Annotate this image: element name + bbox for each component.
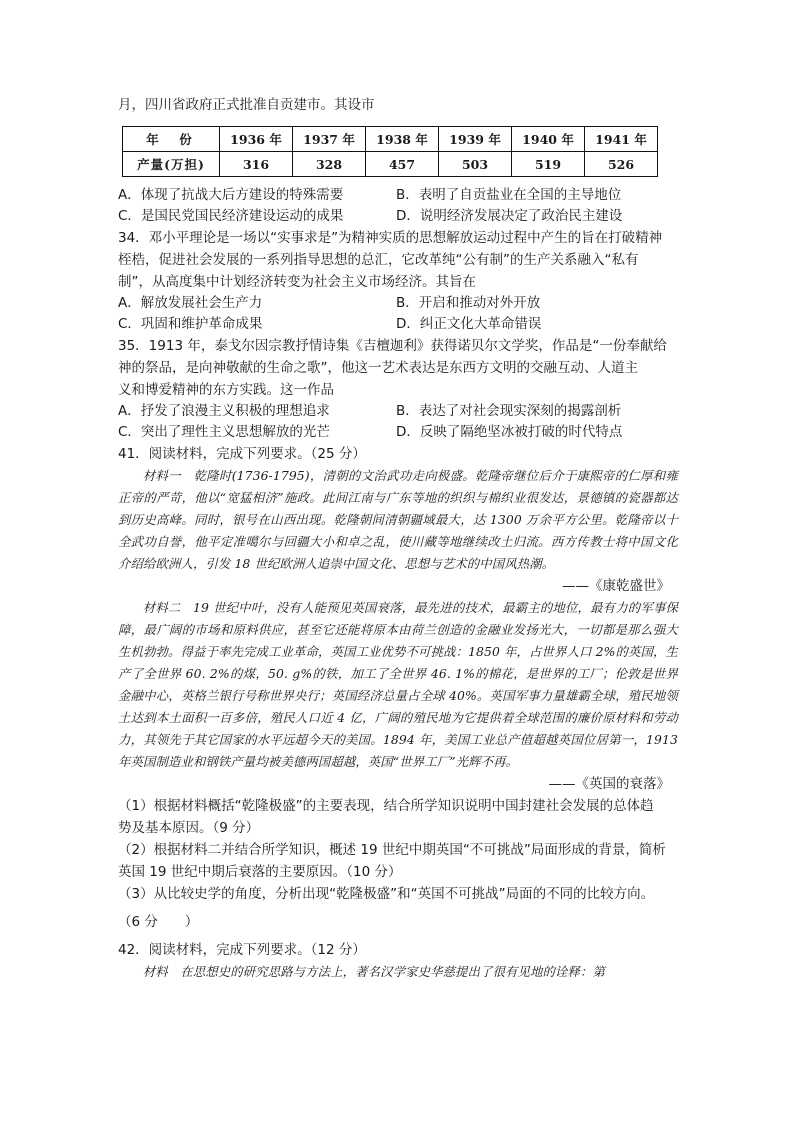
option-c: C．突出了理性主义思想解放的光芒 xyxy=(118,424,330,440)
q35-stem-line: 义和博爱精神的东方实践。这一作品 xyxy=(118,382,334,398)
value-cell: 526 xyxy=(585,152,658,177)
year-cell: 1940 年 xyxy=(512,127,585,152)
material-two xyxy=(118,597,678,773)
q42-title: 42．阅读材料，完成下列要求。（12 分） xyxy=(118,942,366,958)
salt-production-table xyxy=(122,126,658,177)
material-two-text: 材料二 19 世纪中叶，没有人能预见英国衰落，最先进的技术，最霸主的地位，最有力的军事保障，最广阔的市场和原料供应，甚至它还能将原本由荷兰创造的金融业发扬光大，一切都是那么强大生机勃勃。得益于率先完成工业革命，英国工业优势不可挑战：1850 年，占世界人口 2%的英国，生产了全世界 60. 2%的煤，50. g%的铁，加工了全世界 46. 1%的棉花，是世界的工厂；伦敦是世界金融中心，英格兰银行号称世界央行；英国经济总量占全球 40%。英国军事力量雄霸全球，殖民地领土达到本土面积一百多倍，殖民人口近 4 亿，广阔的殖民地为它提供着全球范围的廉价原材料和劳动力，其领先于其它国家的水平远超今天的美国。1894 年，美国工业总产值超越英国位居第一，1913 年英国制造业和钢铁产量均被美德两国超越，英国“世界工厂”光辉不再。 xyxy=(118,600,678,769)
year-cell: 1939 年 xyxy=(439,127,512,152)
header-label: 年 份 xyxy=(123,127,220,152)
option-d: D．反映了隔绝坚冰被打破的时代特点 xyxy=(396,424,623,440)
q34-options-row1 xyxy=(118,293,678,314)
option-b: B．表明了自贡盐业在全国的主导地位 xyxy=(396,187,622,203)
option-d: D．说明经济发展决定了政治民主建设 xyxy=(396,208,623,224)
q41-title: 41．阅读材料，完成下列要求。（25 分） xyxy=(118,446,366,462)
material-two-source: ——《英国的衰落》 xyxy=(548,776,670,792)
exam-page xyxy=(118,94,678,983)
option-b: B．表达了对社会现实深刻的揭露剖析 xyxy=(396,403,622,419)
q34-stem-line: 制”，从高度集中计划经济转变为社会主义市场经济。其旨在 xyxy=(118,274,476,290)
requirement-1-cont: 势及基本原因。（9 分） xyxy=(118,820,260,836)
requirement-2: （2）根据材料二并结合所学知识，概述 19 世纪中期英国“不可挑战”局面形成的背景，简析 xyxy=(118,842,666,858)
option-a: A．体现了抗战大后方建设的特殊需要 xyxy=(118,187,344,203)
option-d: D．纠正文化大革命错误 xyxy=(396,316,542,332)
option-b: B．开启和推动对外开放 xyxy=(396,295,541,311)
requirement-3-score: （6 分 ） xyxy=(118,914,199,930)
requirement-3: （3）从比较史学的角度，分析出现“乾隆极盛”和“英国不可挑战”局面的不同的比较方向。 xyxy=(118,886,655,902)
material-one-text: 材料一 乾隆时(1736-1795)，清朝的文治武功走向极盛。乾隆帝继位后介于康熙帝的仁厚和雍正帝的严苛，他以“宽猛相济”施政。此间江南与广东等地的织织与棉织业很发达，景德镇的瓷器都达到历史高峰。同时，银号在山西出现。乾隆朝间清朝疆域最大，达 1300 万余平方公里。乾隆帝以十全武功自誉，他平定准噶尔与回疆大小和卓之乱，使川藏等地继续改土归流。西方传教士将中国文化介绍给欧洲人，引发 18 世纪欧洲人追崇中国文化、思想与艺术的中国风热潮。 xyxy=(118,468,678,571)
value-cell: 316 xyxy=(220,152,293,177)
year-cell: 1941 年 xyxy=(585,127,658,152)
option-a: A．解放发展社会生产力 xyxy=(118,295,263,311)
q35-options-row2 xyxy=(118,422,678,443)
year-cell: 1937 年 xyxy=(293,127,366,152)
q35-options-row1 xyxy=(118,401,678,422)
q35-stem-line: 神的祭品，是向神敬献的生命之歌”，他这一艺术表达是东西方文明的交融互动、人道主 xyxy=(118,360,638,376)
option-c: C．巩固和维护革命成果 xyxy=(118,316,263,332)
q34-stem-line: 桎梏，促进社会发展的一系列指导思想的总汇，它改革纯“公有制”的生产关系融入“私有 xyxy=(118,252,639,268)
value-cell: 457 xyxy=(366,152,439,177)
option-c: C．是国民党国民经济建设运动的成果 xyxy=(118,208,344,224)
table-row xyxy=(123,127,658,152)
q35-stem-line: 35．1913 年，泰戈尔因宗教抒情诗集《吉檀迦利》获得诺贝尔文学奖，作品是“一份奉献给 xyxy=(118,338,667,354)
requirement-1: （1）根据材料概括“乾隆极盛”的主要表现，结合所学知识说明中国封建社会发展的总体趋 xyxy=(118,798,654,814)
q34-options-row2 xyxy=(118,314,678,335)
value-cell: 328 xyxy=(293,152,366,177)
year-cell: 1938 年 xyxy=(366,127,439,152)
q34-stem-line: 34．邓小平理论是一场以“实事求是”为精神实质的思想解放运动过程中产生的旨在打破精神 xyxy=(118,230,663,246)
option-a: A．抒发了浪漫主义积极的理想追求 xyxy=(118,403,330,419)
intro-line: 月，四川省政府正式批准自贡建市。其设市 xyxy=(118,97,375,113)
q33-options-row1 xyxy=(118,185,678,206)
value-cell: 519 xyxy=(512,152,585,177)
requirement-2-cont: 英国 19 世纪中期后衰落的主要原因。（10 分） xyxy=(118,864,402,880)
q42-material xyxy=(118,961,678,983)
q33-options-row2 xyxy=(118,206,678,227)
q42-material-text: 材料 在思想史的研究思路与方法上，著名汉学家史华慈提出了很有见地的诠释：第 xyxy=(142,964,605,979)
material-one-source: ——《康乾盛世》 xyxy=(562,578,670,594)
row-label: 产量(万担) xyxy=(123,152,220,177)
table-row xyxy=(123,152,658,177)
value-cell: 503 xyxy=(439,152,512,177)
year-cell: 1936 年 xyxy=(220,127,293,152)
material-one xyxy=(118,465,678,575)
